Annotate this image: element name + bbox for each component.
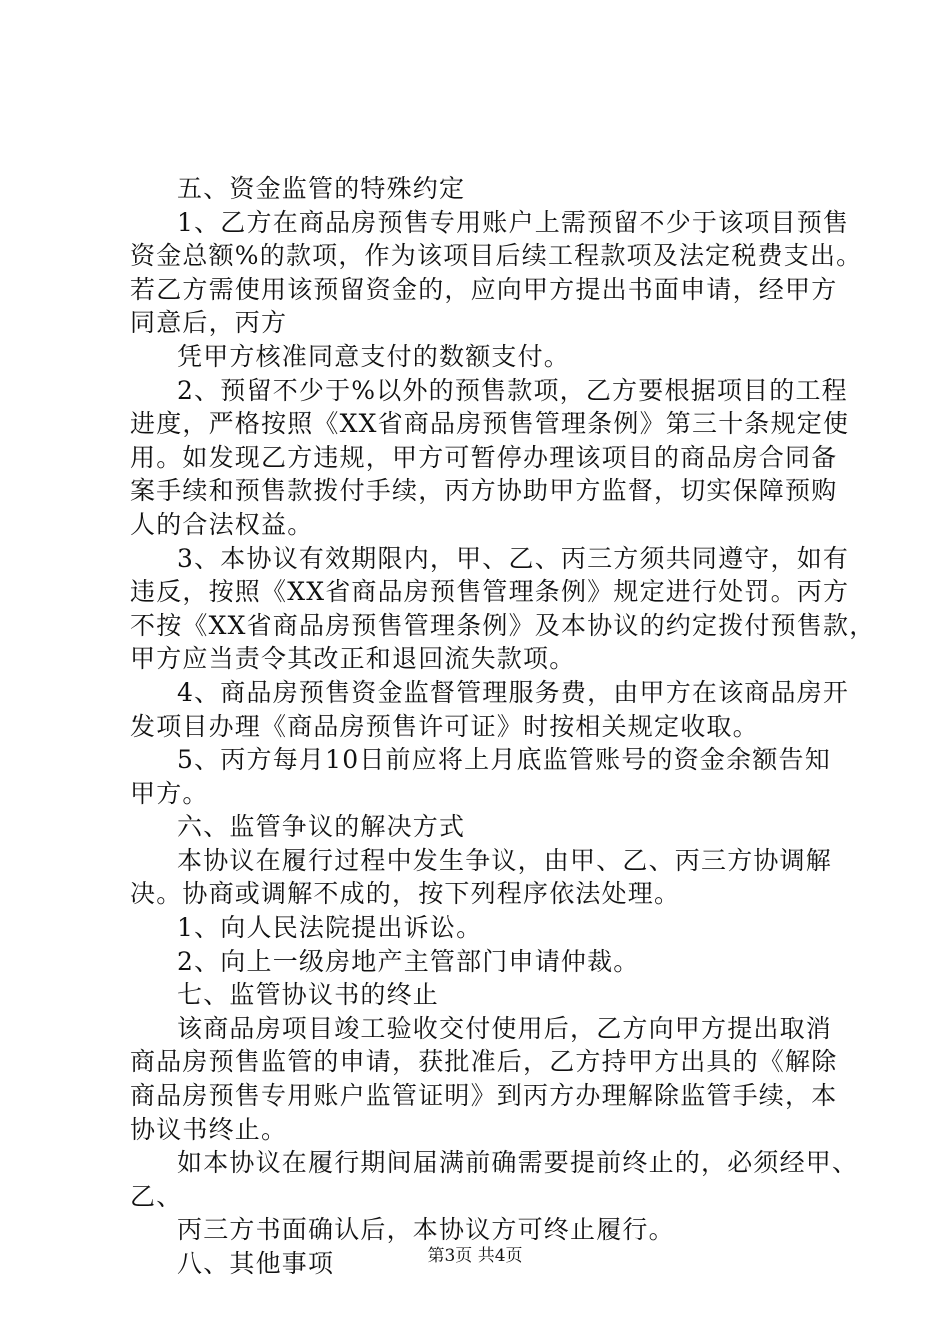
paragraph-line: 商品房预售监管的申请，获批准后，乙方持甲方出具的《解除 bbox=[130, 1047, 838, 1077]
paragraph-line: 若乙方需使用该预留资金的，应向甲方提出书面申请，经甲方 bbox=[130, 274, 838, 304]
paragraph-line: 案手续和预售款拨付手续，丙方协助甲方监督，切实保障预购 bbox=[130, 476, 838, 506]
paragraph-line: 决。协商或调解不成的，按下列程序依法处理。 bbox=[130, 879, 681, 909]
paragraph-line: 1、向人民法院提出诉讼。 bbox=[177, 913, 483, 943]
paragraph-line: 2、预留不少于%以外的预售款项，乙方要根据项目的工程 bbox=[177, 375, 848, 405]
paragraph-line: 同意后，丙方 bbox=[130, 308, 288, 338]
paragraph-line: 5、丙方每月10日前应将上月底监管账号的资金余额告知 bbox=[177, 745, 831, 775]
section-heading-6: 六、监管争议的解决方式 bbox=[177, 812, 466, 842]
paragraph-line: 1、乙方在商品房预售专用账户上需预留不少于该项目预售 bbox=[177, 207, 850, 237]
paragraph-line: 用。如发现乙方违规，甲方可暂停办理该项目的商品房合同备 bbox=[130, 442, 838, 472]
paragraph-line: 资金总额%的款项，作为该项目后续工程款项及法定税费支出。 bbox=[130, 241, 863, 271]
paragraph-line: 3、本协议有效期限内，甲、乙、丙三方须共同遵守，如有 bbox=[177, 543, 850, 573]
paragraph-line: 2、向上一级房地产主管部门申请仲裁。 bbox=[177, 946, 640, 976]
paragraph-line: 进度，严格按照《XX省商品房预售管理条例》第三十条规定使 bbox=[130, 409, 850, 439]
paragraph-line: 丙三方书面确认后，本协议方可终止履行。 bbox=[177, 1215, 675, 1245]
paragraph-line: 4、商品房预售资金监督管理服务费，由甲方在该商品房开 bbox=[177, 677, 850, 707]
paragraph-line: 人的合法权益。 bbox=[130, 509, 314, 539]
paragraph-line: 协议书终止。 bbox=[130, 1114, 288, 1144]
section-heading-5: 五、资金监管的特殊约定 bbox=[177, 174, 466, 203]
page-number-footer: 第3页 共4页 bbox=[427, 1246, 523, 1266]
paragraph-line: 甲方。 bbox=[130, 778, 209, 808]
paragraph-line: 该商品房项目竣工验收交付使用后，乙方向甲方提出取消 bbox=[177, 1013, 833, 1043]
paragraph-line: 乙、 bbox=[130, 1181, 183, 1211]
paragraph-line: 不按《XX省商品房预售管理条例》及本协议的约定拨付预售款， bbox=[130, 610, 876, 640]
paragraph-line: 商品房预售专用账户监管证明》到丙方办理解除监管手续，本 bbox=[130, 1081, 838, 1111]
section-heading-7: 七、监管协议书的终止 bbox=[177, 980, 440, 1010]
paragraph-line: 如本协议在履行期间届满前确需要提前终止的，必须经甲、 bbox=[177, 1148, 859, 1178]
paragraph-line: 本协议在履行过程中发生争议，由甲、乙、丙三方协调解 bbox=[177, 845, 833, 875]
paragraph-line: 发项目办理《商品房预售许可证》时按相关规定收取。 bbox=[130, 711, 759, 741]
document-body bbox=[130, 172, 876, 1281]
paragraph-line: 违反，按照《XX省商品房预售管理条例》规定进行处罚。丙方 bbox=[130, 577, 850, 607]
section-heading-8: 八、其他事项 bbox=[177, 1249, 335, 1278]
paragraph-line: 凭甲方核准同意支付的数额支付。 bbox=[177, 341, 571, 371]
paragraph-line: 甲方应当责令其改正和退回流失款项。 bbox=[130, 644, 576, 674]
